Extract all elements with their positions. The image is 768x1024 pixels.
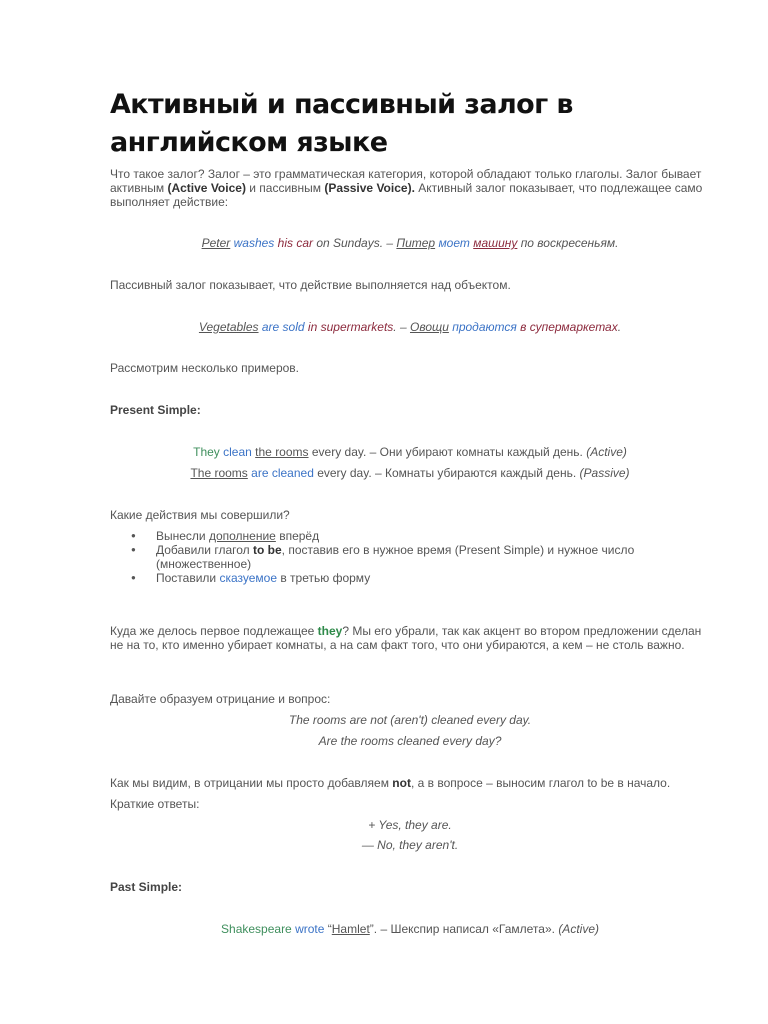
example-passive-sentence	[110, 320, 710, 334]
ps2-verb: are cleaned	[251, 466, 314, 480]
as-we-see-not: not	[392, 776, 411, 790]
bullet-1-term: дополнение	[208, 529, 276, 543]
present-simple-passive-example	[110, 466, 710, 480]
heading-present-simple: Present Simple:	[110, 403, 201, 417]
present-simple-active-example	[110, 445, 710, 459]
ex1-verb: washes	[233, 236, 275, 250]
question-example: Are the rooms cleaned every day?	[318, 734, 502, 748]
bullet-3-term: сказуемое	[219, 571, 278, 585]
ex1-subject: Peter	[201, 236, 231, 250]
as-we-see-text-1: Как мы видим, в отрицании мы просто добавляем	[110, 776, 393, 790]
as-we-see-paragraph	[110, 776, 710, 790]
short-answers-label: Краткие ответы:	[110, 797, 200, 811]
bullet-2-pre: Добавили глагол	[156, 543, 253, 557]
ps1-subject: They	[193, 445, 220, 459]
actions-question: Какие действия мы совершили?	[110, 508, 290, 522]
ps1-rest: every day. – Они убирают комнаты каждый день.	[308, 445, 587, 459]
ex2-place: in supermarkets	[307, 320, 394, 334]
past1-tag: (Active)	[558, 922, 599, 936]
ps2-rest: every day. – Комнаты убираются каждый день.	[313, 466, 580, 480]
as-we-see-text-2: , а в вопросе – выносим глагол to be в начало.	[410, 776, 671, 790]
ex1-ru-subject: Питер	[396, 236, 436, 250]
ps1-verb: clean	[223, 445, 252, 459]
ps1-tag: (Active)	[586, 445, 627, 459]
intro-active-voice: (Active Voice)	[167, 181, 246, 195]
where-subject-paragraph	[110, 624, 710, 652]
ex2-ru-subject: Овощи	[409, 320, 449, 334]
where-text-2: ? Мы его убрали, так как акцент во втором предложении сделан не на то, кто именно убирает комнаты, а на сам факт того, что они убираются, а кем – не столь важно.	[110, 624, 702, 652]
past1-verb: wrote	[295, 922, 325, 936]
ps1-object: the rooms	[255, 445, 309, 459]
examples-intro: Рассмотрим несколько примеров.	[110, 361, 299, 375]
ex1-ru-verb: моет	[438, 236, 470, 250]
bullet-1-post: вперёд	[275, 529, 320, 543]
list-item	[110, 529, 670, 543]
bullet-2-term: to be	[252, 543, 282, 557]
ex2-ru-end: .	[617, 320, 622, 334]
passive-definition: Пассивный залог показывает, что действие выполняется над объектом.	[110, 278, 511, 292]
ex2-rest: . –	[393, 320, 410, 334]
negation-example: The rooms are not (aren't) cleaned every day.	[288, 713, 532, 727]
bullet-3-post: в третью форму	[277, 571, 371, 585]
bullet-1-pre: Вынесли	[156, 529, 209, 543]
heading-past-simple: Past Simple:	[110, 880, 183, 894]
intro-text-2: и пассивным	[245, 181, 325, 195]
past1-open-quote: “	[324, 922, 332, 936]
ex2-subject: Vegetables	[198, 320, 259, 334]
list-item	[110, 543, 670, 571]
ex2-ru-place: в супермаркетах	[520, 320, 618, 334]
ex2-ru-verb: продаются	[452, 320, 517, 334]
example-active-sentence	[110, 236, 710, 250]
intro-passive-voice: (Passive Voice).	[324, 181, 415, 195]
ex1-rest: on Sundays. –	[312, 236, 397, 250]
answer-yes: + Yes, they are.	[368, 818, 452, 832]
bullet-3-pre: Поставили	[156, 571, 220, 585]
past-simple-active-example	[110, 922, 710, 936]
actions-list	[110, 529, 670, 585]
ex2-verb: are sold	[261, 320, 305, 334]
intro-text-3: Активный залог показывает, что подлежащее само выполняет действие:	[110, 181, 703, 209]
past1-rest: ”. – Шекспир написал «Гамлета».	[369, 922, 559, 936]
ex1-ru-rest: по воскресеньям.	[517, 236, 619, 250]
answer-no: — No, they aren't.	[361, 838, 459, 852]
intro-text-1: Что такое залог? Залог – это грамматическая категория, которой обладают только глаголы. Залог бывает активным	[110, 167, 702, 195]
list-item	[110, 571, 670, 585]
where-text-1: Куда же делось первое подлежащее	[110, 624, 318, 638]
ps2-tag: (Passive)	[579, 466, 630, 480]
past1-object: Hamlet	[331, 922, 370, 936]
ps2-subject: The rooms	[190, 466, 248, 480]
past1-subject: Shakespeare	[221, 922, 292, 936]
where-they: they	[317, 624, 343, 638]
intro-paragraph	[110, 167, 710, 209]
ex1-ru-object: машину	[473, 236, 518, 250]
ex1-object: his car	[277, 236, 313, 250]
page-title: Активный и пассивный залог в английском языке	[110, 89, 573, 158]
negation-intro: Давайте образуем отрицание и вопрос:	[110, 692, 331, 706]
bullet-2-post: , поставив его в нужное время (Present Simple) и нужное число (множественное)	[156, 543, 635, 571]
